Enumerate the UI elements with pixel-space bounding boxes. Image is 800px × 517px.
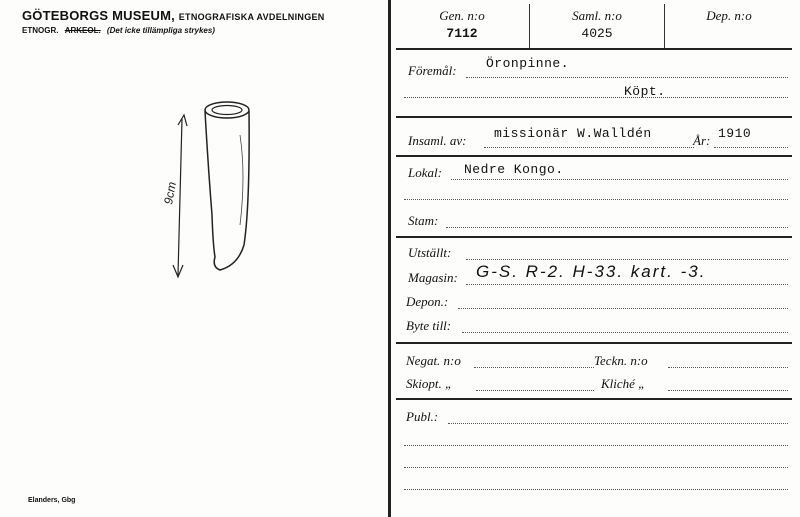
utstallt-label: Utställt: [408,245,452,260]
gen-label: Gen. n:o [439,8,485,23]
ar-line [714,147,788,148]
kliche-label: Kliché „ [601,376,646,391]
byte-line [462,332,788,333]
rule-top [396,48,792,50]
dimension-label: 9cm [161,180,179,206]
foremal-label: Föremål: [408,63,457,78]
insaml-value: missionär W.Walldén [494,126,652,141]
lokal-line [451,179,788,180]
lokal-line-2 [404,199,788,200]
rule-6 [396,398,792,400]
rule-4 [396,236,792,238]
foremal-line-2 [404,97,788,98]
museum-name: GÖTEBORGS MUSEUM, [22,8,175,23]
saml-label: Saml. n:o [572,8,622,23]
negat-label: Negat. n:o [406,353,461,368]
insaml-line [484,147,694,148]
ar-value: 1910 [718,126,752,141]
magasin-line [466,284,788,285]
publ-line-3 [404,467,788,468]
foremal-line [466,77,788,78]
printer-imprint: Elanders, Gbg [28,497,76,504]
stam-label: Stam: [408,213,439,228]
kliche-line [668,390,788,391]
gen-cell [396,4,528,48]
museum-header [22,8,325,23]
teckn-line [668,367,788,368]
number-box [396,4,792,48]
category-line [22,26,215,35]
negat-line [474,367,594,368]
department-name: ETNOGRAFISKA AVDELNINGEN [178,12,325,22]
rule-2 [396,116,792,118]
publ-line-4 [404,489,788,490]
card-divider [388,0,391,517]
magasin-label: Magasin: [408,270,458,285]
rule-3 [396,155,792,157]
etnogr-label: ETNOGR. [22,26,59,35]
arkeol-label: ARKEOL. [64,26,101,35]
byte-label: Byte till: [406,318,452,333]
utstallt-line [466,259,788,260]
stam-line [446,227,788,228]
rule-5 [396,342,792,344]
lokal-label: Lokal: [408,165,442,180]
publ-line-2 [404,445,788,446]
skiopt-label: Skiopt. „ [406,376,453,391]
publ-label: Publ.: [406,409,439,424]
object-sketch [160,95,270,285]
skiopt-line [476,390,594,391]
gen-value: 7112 [446,26,478,41]
strike-note: (Det icke tillämpliga strykes) [106,26,215,35]
teckn-label: Teckn. n:o [594,353,648,368]
insaml-label: Insaml. av: [408,133,467,148]
depon-label: Depon.: [406,294,449,309]
record-form [396,0,792,517]
saml-value: 4025 [581,26,613,41]
magasin-value: G-S. R-2. H-33. kart. -3. [476,262,707,281]
foremal-value: Öronpinne. [486,56,570,71]
publ-line-1 [448,423,788,424]
dep-label: Dep. n:o [706,8,752,23]
depon-line [458,308,788,309]
saml-cell [529,4,664,48]
kopt-value: Köpt. [624,84,666,99]
ar-label: År: [693,133,711,148]
dep-cell [664,4,793,48]
lokal-value: Nedre Kongo. [464,162,564,177]
